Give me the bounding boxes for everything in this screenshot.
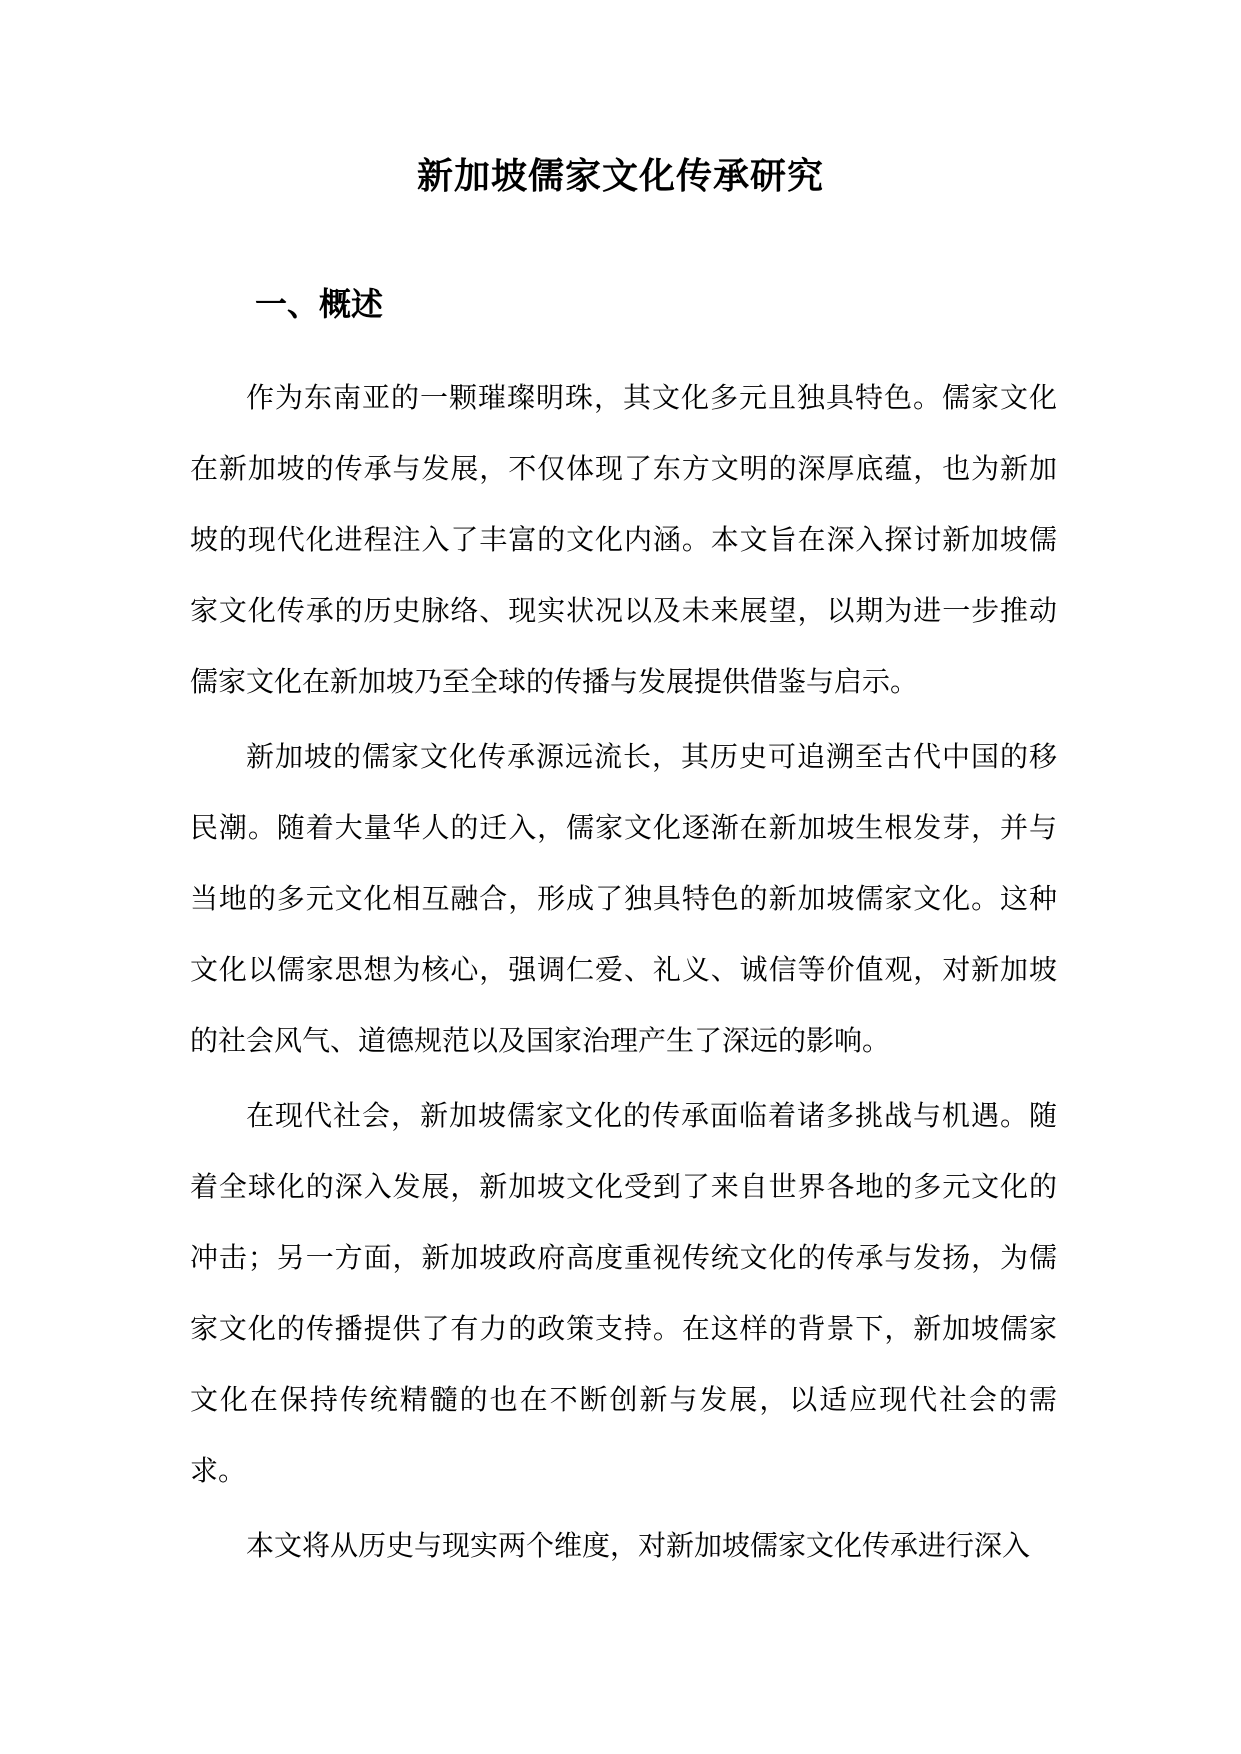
document-body	[190, 362, 1057, 1581]
document-title: 新加坡儒家文化传承研究	[416, 155, 824, 197]
paragraph: 本文将从历史与现实两个维度，对新加坡儒家文化传承进行深入	[246, 1529, 1031, 1562]
paragraph: 新加坡的儒家文化传承源远流长，其历史可追溯至古代中国的移民潮。随着大量华人的迁入，儒家文化逐渐在新加坡生根发芽，并与当地的多元文化相互融合，形成了独具特色的新加坡儒家文化。这种文化以儒家思想为核心，强调仁爱、礼义、诚信等价值观，对新加坡的社会风气、道德规范以及国家治理产生了深远的影响。	[190, 740, 1057, 1057]
section-heading: 一、概述	[255, 285, 384, 323]
paragraph: 在现代社会，新加坡儒家文化的传承面临着诸多挑战与机遇。随着全球化的深入发展，新加坡文化受到了来自世界各地的多元文化的冲击；另一方面，新加坡政府高度重视传统文化的传承与发扬，为儒家文化的传播提供了有力的政策支持。在这样的背景下，新加坡儒家文化在保持传统精髓的也在不断创新与发展，以适应现代社会的需求。	[190, 1099, 1057, 1487]
paragraph: 作为东南亚的一颗璀璨明珠，其文化多元且独具特色。儒家文化在新加坡的传承与发展，不仅体现了东方文明的深厚底蕴，也为新加坡的现代化进程注入了丰富的文化内涵。本文旨在深入探讨新加坡儒家文化传承的历史脉络、现实状况以及未来展望，以期为进一步推动儒家文化在新加坡乃至全球的传播与发展提供借鉴与启示。	[190, 381, 1057, 698]
